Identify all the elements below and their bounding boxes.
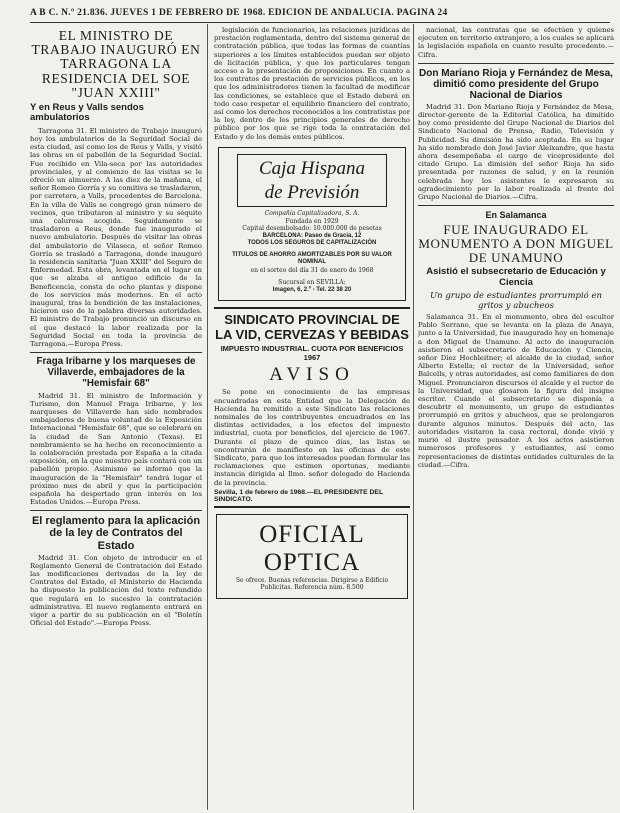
article-headline: El reglamento para la aplicación de la ley de Contratos del Estado [31, 515, 201, 552]
article-kicker: En Salamanca [485, 210, 547, 221]
article-ministro-trabajo [30, 29, 202, 348]
article-headline: FUE INAUGURADO EL MONUMENTO A DON MIGUEL DE UNAMUNO [418, 222, 614, 265]
notice-signature: Sevilla, 1 de febrero de 1968.—EL PRESIDENTE DEL SINDICATO. [214, 488, 383, 503]
article-body: Madrid 31. Con objeto de introducir en el Reglamento General de Contratación del Estado las modificaciones derivadas de la ley de Contratos del Estado, el Ministerio de Hacienda ha dispuesto la publicación del texto refundido que regulará en lo sucesivo la contratación administrativa. El nuevo reglamento entrará en vigor a partir de su publicación en el "Boletín Oficial del Estado".—Europa Press. [30, 553, 202, 628]
divider [30, 352, 202, 353]
divider [30, 510, 202, 511]
divider [418, 205, 614, 206]
article-deck: Un grupo de estudiantes prorrumpió en gritos y abucheos [429, 291, 602, 312]
article-body: Tarragona 31. El ministro de Trabajo inauguró hoy los ambulatorios de la Seguridad Social de esta ciudad, así como los de Reus y Valls, y visitó las obras en el pabellón de la Seguridad Social. Fue recibido en Vila-seca por las autoridades provinciales, y al comienzo de las visitas se le ofreció un almuerzo. A las diez de la mañana, el señor Romeo Gorría y su comitiva se trasladaron, por carretera, a Valls, procedentes de Barcelona. En la villa de Valls se congregó gran número de vecinos, que tributaron al ministro y su séquito una calurosa acogida. Seguidamente se trasladaron a Reus, donde fue inaugurado el nuevo ambulatorio. Después de visitar las obras del ambulatorio de Vilaseca, el señor Romeo Gorría se trasladó a Tarragona, donde inauguró la residencia sanitaria "Juan XXIII" del Seguro de Enfermedad. Esta obra, levantada en el lugar en que se alzaba el antiguo edificio de la Beneficencia, consta de ocho plantas y dispone de los servicios más modernos. En el acto inaugural, tras la bendición de las instalaciones, hicieron uso de la palabra diversas autoridades. El ministro de Trabajo pronunció un discurso en el que destacó la labor realizada por la Seguridad Social en toda la provincia de Tarragona.—Europa Press. [30, 126, 202, 349]
column-divider [207, 24, 208, 810]
ad-line: en el sorteo del día 31 de enero de 1968 [250, 266, 374, 274]
logo-line: Caja Hispana [258, 157, 366, 179]
advertiser-logo [237, 154, 387, 208]
notice-body: Se pone en conocimiento de las empresas encuadradas en esta Entidad que la Delegación de Hacienda ha remitido a este Sindicato las relaciones nominales de los contribuyentes encuadrados en las distintas actividades, a los efectos del impuesto industrial, cuota por beneficios, del ejercicio de 1967. Durante el plazo de quince días, las listas se encontrarán de manifiesto en las oficinas de este Sindicato, para que los interesados puedan formular las reclamaciones que estimen oportunas, mediante instancia dirigida al Ilmo. señor delegado de Hacienda de la provincia. [214, 388, 410, 487]
article-subheadline: Asistió el subsecretario de Educación y Ciencia [426, 266, 606, 288]
notice-subtitle: IMPUESTO INDUSTRIAL. CUOTA POR BENEFICIOS 1967 [220, 344, 404, 363]
article-fraga-hemisfair [30, 357, 202, 506]
column-middle [214, 26, 410, 811]
ad-title: OFICIAL OPTICA [259, 520, 365, 576]
article-body: Salamanca 31. En el monumento, obra del escultor Pablo Serrano, que se levanta en la plaza de Anaya, junto a la Universidad, fue inaugurado hoy en homenaje a don Miguel de Unamuno. Al acto de inauguración asistieron el subsecretario de Educación y Ciencia, señor Díez Hochleitner; el alcalde de la ciudad, señor Alberto Estella; el rector de la Universidad, señor Balcells, y otras autoridades, así como familiares de don Miguel. Pronunciaron discursos el alcalde y el rector de la Universidad, que glosaron la figura del insigne escritor. Cuando el subsecretario se disponía a descubrir el monumento, un grupo de estudiantes prorrumpió en gritos y abucheos, que se prolongaron durante algunos minutos. Después del acto, las autoridades visitaron la casa rectoral, donde vivió y murió el ilustre pensador. A los actos asistieron numerosos profesores y estudiantes, así como representaciones de distintas entidades culturales de la ciudad.—Cifra. [418, 313, 614, 469]
ad-founded: Fundada en 1929 [285, 217, 339, 225]
advertisement-caja-hispana [218, 147, 406, 302]
notice-title: SINDICATO PROVINCIAL DE LA VID, CERVEZAS Y BEBIDAS [215, 312, 409, 343]
ad-line: Se ofrece. Buenas referencias. Dirigirse a Edificio Publicitas. Referencia núm. 8.500 [235, 576, 389, 592]
article-body: Madrid 31. El ministro de Información y Turismo, don Manuel Fraga Iribarne, y los marqueses de Villaverde han sido nombrados embajadores de buena voluntad de la Exposición Internacional "Hemisfair 68", que se celebrará en la ciudad de San Antonio (Texas). El nombramiento se ha hecho en reconocimiento a la colaboración prestada por España a la citada exposición, en la que nuestro país contará con un pabellón propio. Asimismo se informó que la inauguración de la "Hemisfair" tendrá lugar el próximo mes de abril y que la participación española ha despertado gran interés en los Estados Unidos.—Europa Press. [30, 391, 202, 507]
notice-sindicato [214, 307, 410, 507]
article-continuation: nacional, las contratas que se efectúen y quienes ejecuten en territorio extranjero, a los cuales se aplicará la legislación española en cuanto resulte procedente.—Cifra. [418, 26, 614, 59]
article-headline: EL MINISTRO DE TRABAJO INAUGURÓ EN TARRAGONA LA RESIDENCIA DEL SOE "JUAN XXIII" [31, 28, 201, 100]
ad-line: TITULOS DE AHORRO AMORTIZABLES POR SU VALOR NOMINAL [232, 251, 392, 266]
ad-branch-label: Sucursal en SEVILLA: [278, 279, 346, 287]
ad-line: BARCELONA: Paseo de Gracia, 12 [262, 232, 362, 239]
column-right [418, 26, 614, 811]
article-mariano-rioja [418, 68, 614, 201]
article-body: Madrid 31. Don Mariano Rioja y Fernández de Mesa, director-gerente de la Editorial Católica, ha dimitido hoy como presidente del Grupo Nacional de Diarios del Sindicato Nacional de Prensa, Radio, Televisión y Publicidad. Su dimisión ha sido aceptada. En su lugar ha sido nombrado don José Javier Aleixandre, que hasta ahora desempeñaba el cargo de vicepresidente del citado Grupo. La dimisión del señor Rioja ha sido presentada por razones de salud, y en la reunión celebrada hoy los asistentes le expresaron su agradecimiento por la labor realizada al frente del Grupo Nacional de Diarios.—Cifra. [418, 102, 614, 202]
ad-line: Capital desembolsado: 10.000.000 de pesetas [242, 225, 382, 233]
ad-branch-address: Imagen, 6, 2.º - Tel. 22 38 20 [272, 286, 352, 293]
article-unamuno [418, 210, 614, 469]
article-reglamento-contratos [30, 515, 202, 627]
logo-line: de Previsión [264, 181, 360, 203]
article-headline: Fraga Iribarne y los marqueses de Villaverde, embajadores de la "Hemisfair 68" [36, 356, 196, 389]
column-left [30, 26, 202, 811]
ad-tagline: Compañía Capitalizadora, S. A. [264, 210, 360, 218]
article-subheadline: Y en Reus y Valls sendos ambulatorios [30, 101, 144, 124]
article-headline: Don Mariano Rioja y Fernández de Mesa, dimitió como presidente del Grupo Nacional de Diarios [419, 67, 613, 101]
divider [418, 63, 614, 64]
article-continuation: legislación de funcionarios, las relaciones jurídicas de prestación reglamentada, dentro del sistema general de contratación pública, que todas las formas de cuantías superiores a los límites establecidos puedan ser objeto de licitación pública, y que los particulares tengan acceso a la presentación de proposiciones. En cuanto a los contratos de prestación de servicios públicos, en los que los administradores tienen la facultad de modificar las condiciones, se establece que el Estado deberá en todo caso respetar el equilibrio financiero del contrato, así como los derechos reconocidos a los contratistas por la ley, dentro de los principios generales de derecho público por los que se rige toda la contratación del Estado y de los demás entes públicos. [214, 26, 410, 141]
ad-line: TODOS LOS SEGUROS DE CAPITALIZACIÓN [247, 240, 377, 247]
page-header: A B C. N.º 21.836. JUEVES 1 DE FEBRERO DE 1968. EDICION DE ANDALUCIA. PAGINA 24 [30, 8, 610, 23]
column-divider [413, 24, 414, 810]
advertisement-oficial-optica [216, 514, 408, 599]
notice-aviso: AVISO [269, 364, 355, 386]
